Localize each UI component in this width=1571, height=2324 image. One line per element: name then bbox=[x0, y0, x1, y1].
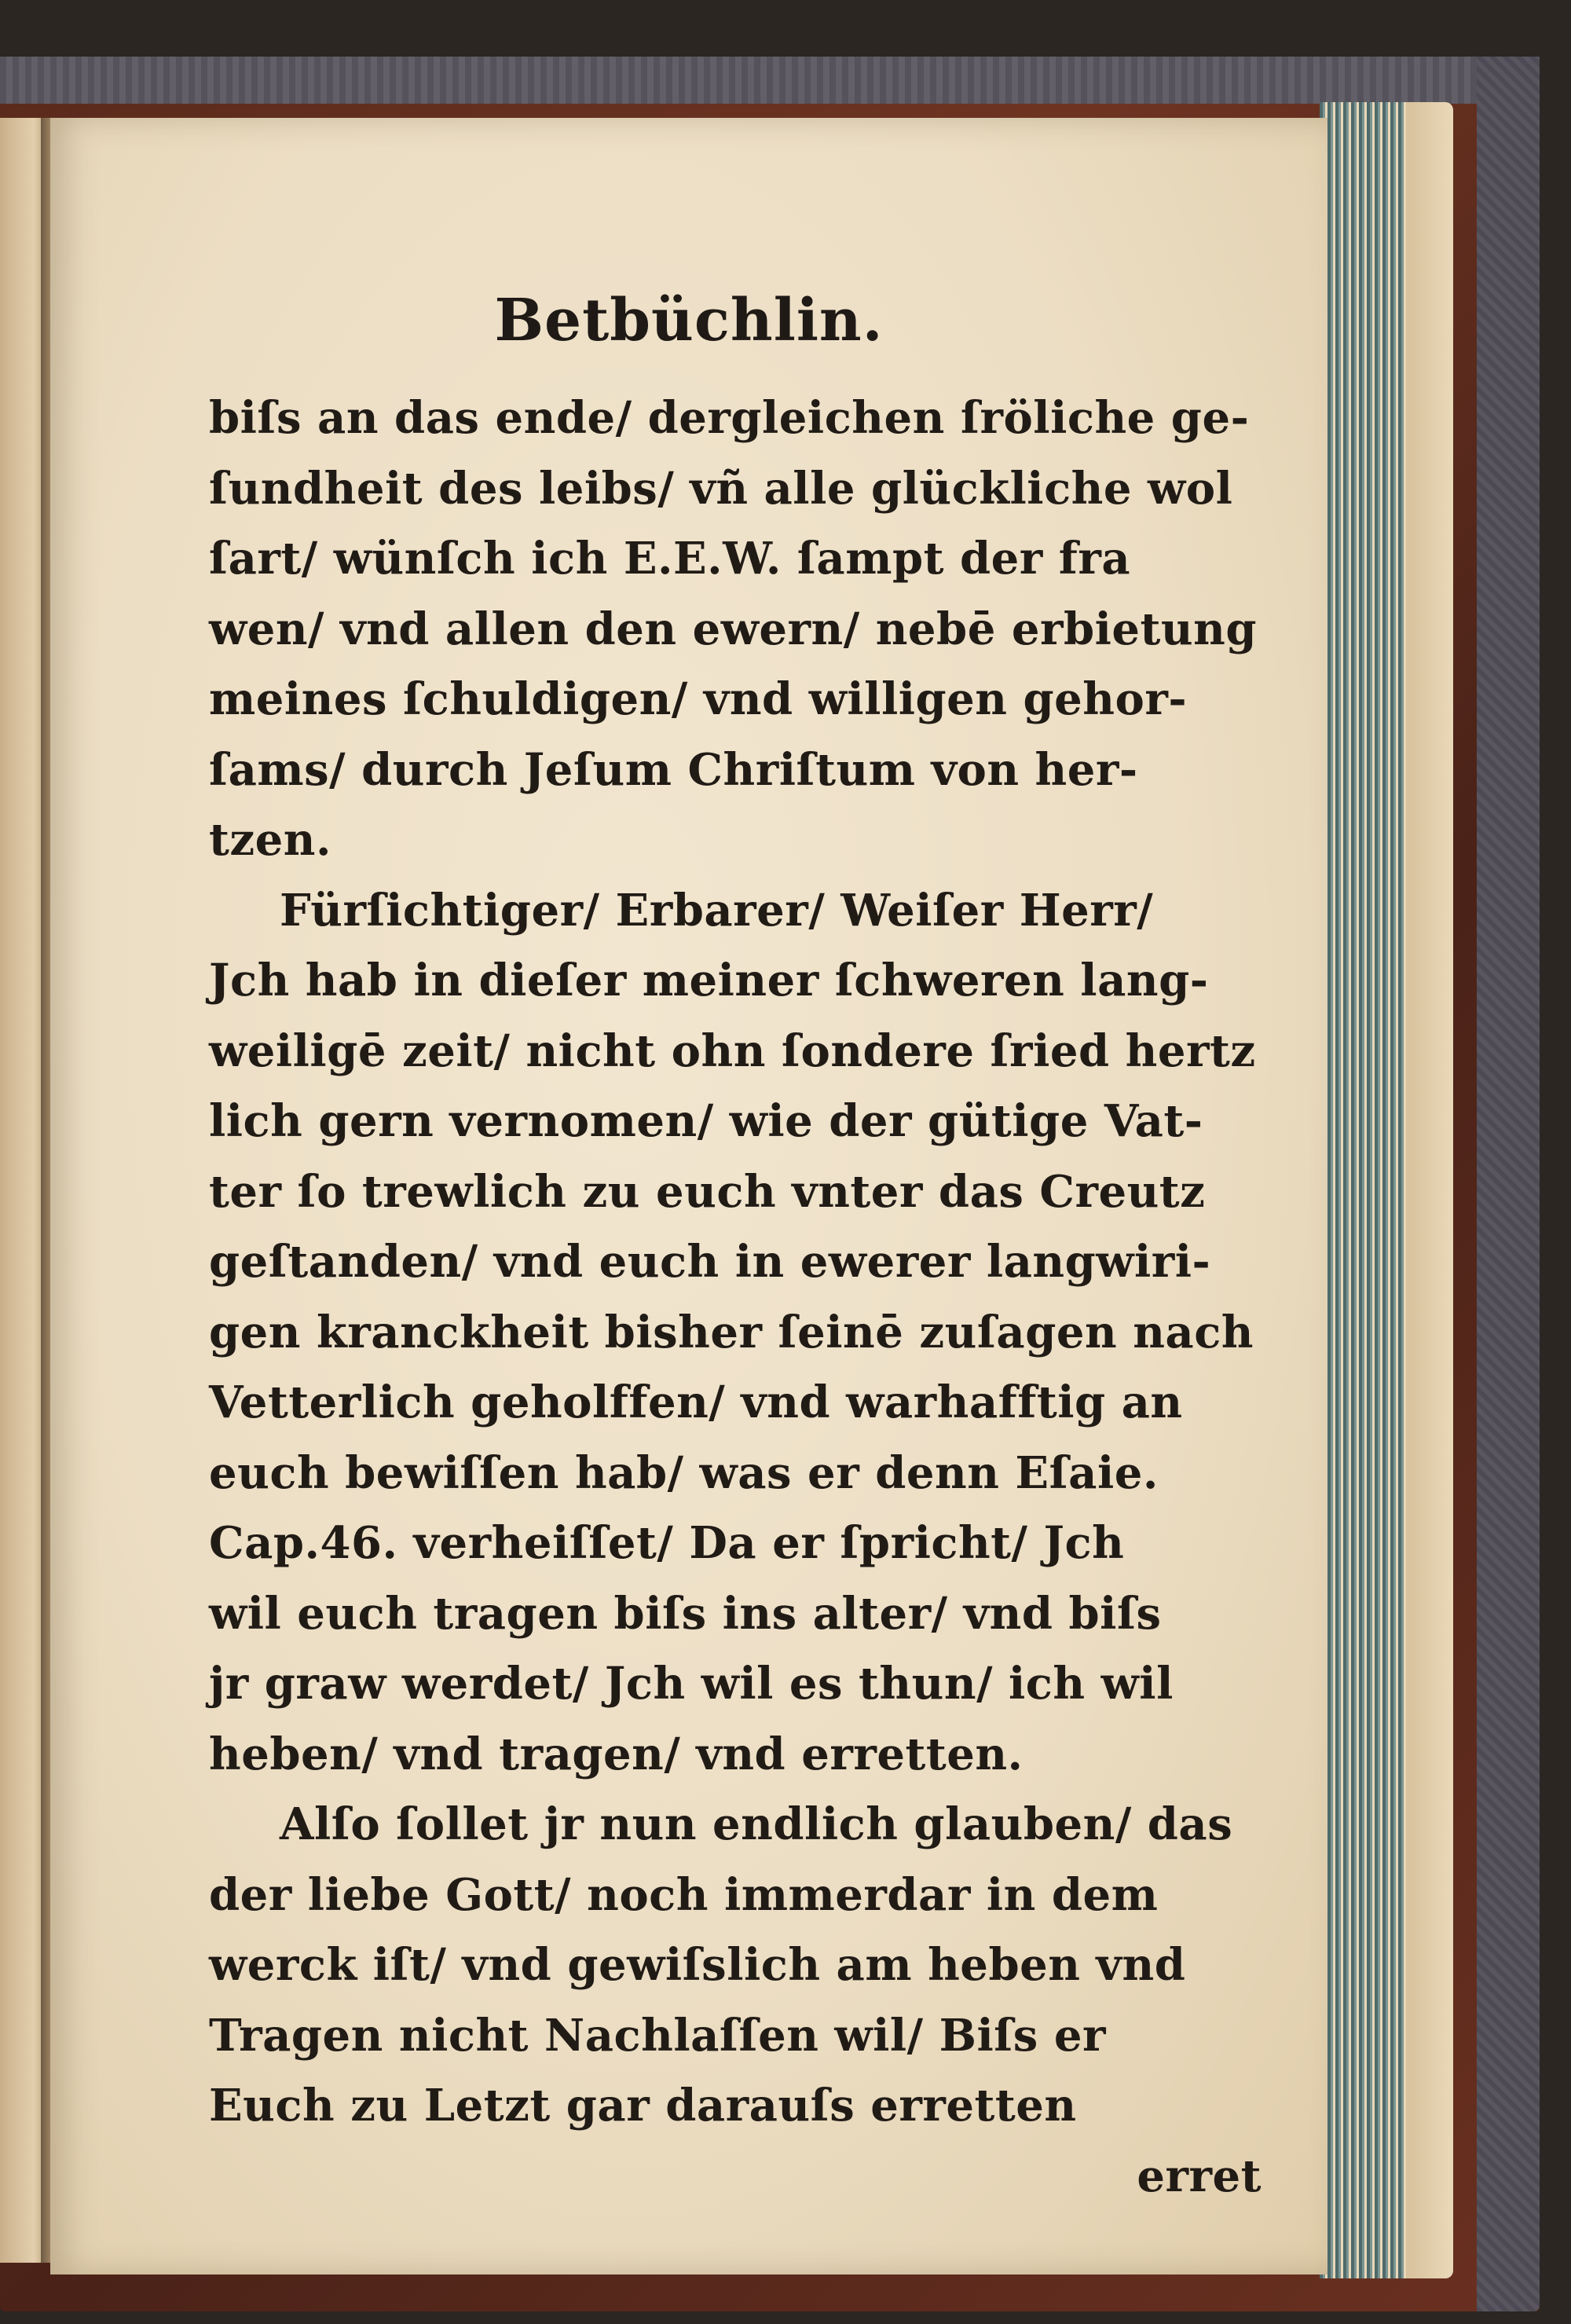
running-head: Betbüchlin. bbox=[494, 287, 884, 354]
text-line: geſtanden/ vnd euch in ewerer langwiri- bbox=[209, 1236, 1211, 1288]
text-line: wil euch tragen biſs ins alter/ vnd biſs bbox=[209, 1587, 1162, 1640]
text-line: ſart/ wünſch ich E.E.W. ſampt der fra bbox=[209, 533, 1131, 585]
text-line: euch bewiſſen hab/ was er denn Eſaie. bbox=[209, 1446, 1159, 1499]
text-line: tzen. bbox=[209, 814, 332, 866]
text-line: ſams/ durch Jeſum Chriſtum von her- bbox=[209, 743, 1138, 796]
text-line: jr graw werdet/ Jch wil es thun/ ich wil bbox=[209, 1658, 1174, 1710]
text-line: Tragen nicht Nachlaſſen wil/ Biſs er bbox=[209, 2009, 1106, 2062]
text-line: der liebe Gott/ noch immerdar in dem bbox=[209, 1868, 1159, 1921]
text-line: heben/ vnd tragen/ vnd erretten. bbox=[209, 1728, 1024, 1780]
text-line: Cap.46. verheiſſet/ Da er ſpricht/ Jch bbox=[209, 1517, 1125, 1569]
cover-cloth-top bbox=[0, 57, 1540, 104]
text-line: ter ſo trewlich zu euch vnter das Creutz bbox=[209, 1165, 1206, 1218]
text-line: werck iſt/ vnd gewiſslich am heben vnd bbox=[209, 1939, 1186, 1991]
text-line: Fürſichtiger/ Erbarer/ Weiſer Herr/ bbox=[280, 884, 1154, 937]
book-page bbox=[50, 118, 1327, 2275]
text-line: Jch hab in dieſer meiner ſchweren lang- bbox=[209, 955, 1209, 1006]
text-line: Vetterlich geholffen/ vnd warhafftig an bbox=[209, 1376, 1183, 1428]
text-line: wen/ vnd allen den ewern/ nebē erbietung bbox=[209, 603, 1257, 655]
text-line: weiligē zeit/ nicht ohn ſondere ſried hertz bbox=[209, 1025, 1256, 1077]
page-edge-paper bbox=[1406, 102, 1453, 2278]
text-line: meines ſchuldigen/ vnd willigen gehor- bbox=[209, 673, 1188, 725]
cover-cloth-spine bbox=[1477, 57, 1540, 2311]
text-line: gen kranckheit bisher ſeinē zuſagen nach bbox=[209, 1306, 1254, 1358]
catchword: erret bbox=[1137, 2150, 1262, 2202]
text-line: ſundheit des leibs/ vñ alle glückliche wol bbox=[209, 462, 1233, 515]
text-block bbox=[209, 383, 1277, 2212]
text-line: biſs an das ende/ dergleichen ſröliche ge- bbox=[209, 392, 1250, 444]
text-line: Alſo ſollet jr nun endlich glauben/ das bbox=[280, 1798, 1233, 1850]
text-line: lich gern vernomen/ wie der gütige Vat- bbox=[209, 1095, 1203, 1147]
text-line: Euch zu Letzt gar darauſs erretten bbox=[209, 2080, 1077, 2132]
